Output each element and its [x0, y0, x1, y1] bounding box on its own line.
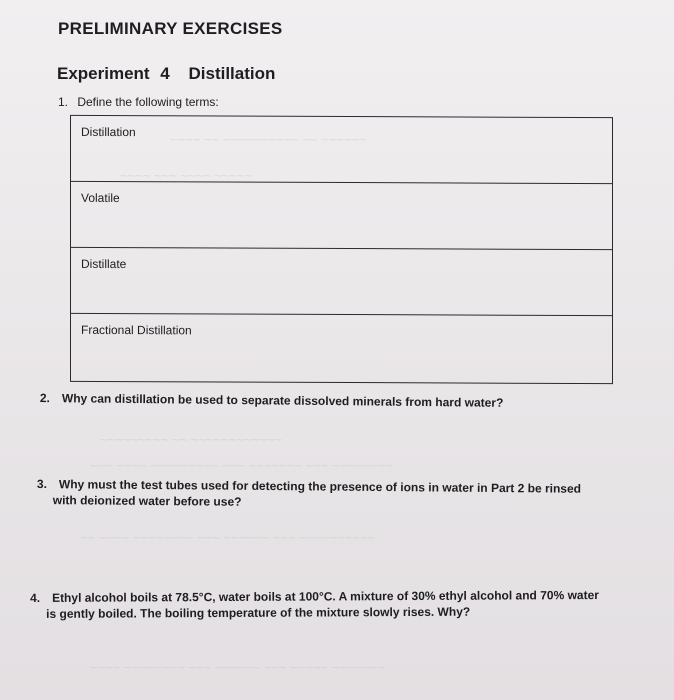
- question-text-line-2: is gently boiled. The boiling temperature of the mixture slowly rises. Why?: [46, 604, 471, 621]
- show-through-text: ~~~~ ~~~~~~~~ ~~~ ~~~~~~ ~~~ ~~~~~ ~~~~~~~: [90, 660, 385, 675]
- question-number: 3.: [36, 476, 48, 492]
- term-row-volatile[interactable]: [71, 182, 612, 250]
- question-text-line-1: Ethyl alcohol boils at 78.5°C, water boils at 100°C. A mixture of 30% ethyl alcohol and 70% water: [52, 588, 599, 605]
- term-row-distillate[interactable]: [71, 248, 612, 316]
- term-label: Distillation: [81, 124, 136, 140]
- show-through-text: ~~~~~~~~~ ~~ ~~~~~~~~~~~~: [100, 432, 282, 447]
- question-number: 1.: [58, 95, 69, 109]
- term-label: Distillate: [81, 256, 127, 272]
- question-text-line-2: with deionized water before use?: [52, 493, 242, 509]
- question-3: [37, 476, 581, 513]
- term-label: Volatile: [81, 190, 120, 206]
- question-2: [40, 390, 504, 411]
- term-row-distillation[interactable]: [71, 116, 612, 184]
- question-number: 4.: [30, 590, 41, 605]
- experiment-heading: [57, 64, 275, 84]
- term-label: Fractional Distillation: [81, 322, 192, 338]
- experiment-name: Distillation: [188, 64, 276, 83]
- question-1: [58, 95, 219, 109]
- show-through-text: ~~~~ ~~ ~~~~~~~~~~ ~~ ~~~~~~: [170, 132, 367, 147]
- question-4: [30, 587, 599, 622]
- show-through-text: ~~~ ~~~~ ~~~~~~~~~ ~~~ ~~~~~~~ ~~~ ~~~~~~~~: [90, 458, 393, 473]
- terms-table: [70, 115, 613, 384]
- question-text-line-1: Why must the test tubes used for detecting the presence of ions in water in Part 2 be rinsed: [58, 477, 582, 496]
- show-through-text: ~~~~ ~~~ ~~~~ ~~~~~: [120, 168, 253, 183]
- term-row-fractional-distillation[interactable]: [71, 314, 612, 382]
- question-number: 2.: [39, 390, 51, 406]
- question-text: Define the following terms:: [77, 95, 219, 109]
- page-title: PRELIMINARY EXERCISES: [58, 19, 283, 38]
- question-text: Why can distillation be used to separate dissolved minerals from hard water?: [61, 391, 504, 410]
- show-through-text: ~~ ~~~~ ~~~~~~~~ ~~~ ~~~~~~ ~~~ ~~~~~~~~~~: [80, 530, 375, 545]
- experiment-number: Experiment 4: [57, 64, 170, 83]
